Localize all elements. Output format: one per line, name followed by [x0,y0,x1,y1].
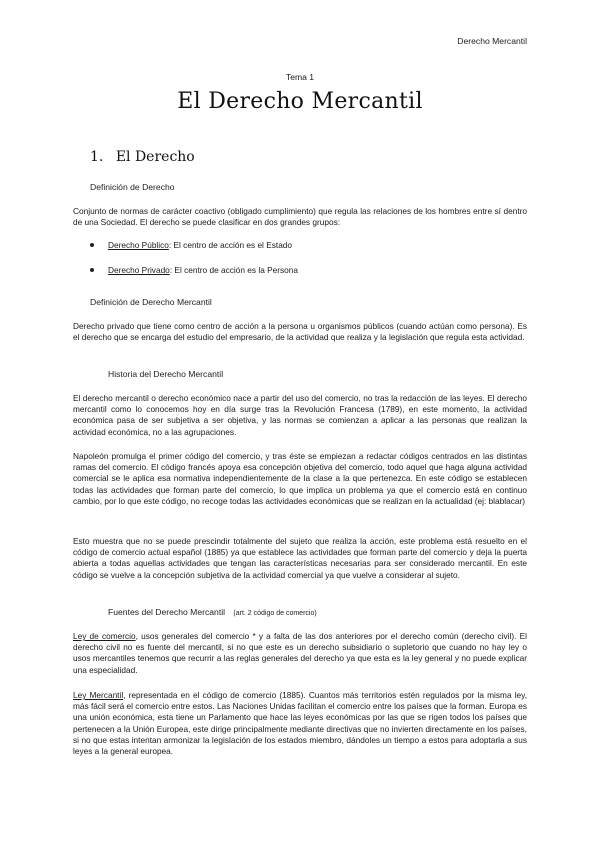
fuentes-title: Fuentes del Derecho Mercantil [108,607,226,617]
subheading-definicion-derecho: Definición de Derecho [90,182,175,192]
list-item-text: : El centro de acción es la Persona [169,265,299,275]
ley-mercantil-term: Ley Mercantil [73,690,124,700]
bullet-icon [90,243,94,247]
ley-comercio-term: Ley de comercio [73,631,136,641]
subheading-historia: Historia del Derecho Mercantil [108,369,224,379]
running-header: Derecho Mercantil [457,36,527,46]
section-number: 1. [90,149,104,165]
paragraph-definicion-derecho: Conjunto de normas de carácter coactivo (obligado cumplimiento) que regula las relaciones de los hombres entre sí dentro de una Sociedad. El derecho se puede clasificar en dos grandes grupos: [73,206,527,228]
list-item [90,265,298,276]
list-item [90,240,298,251]
ley-comercio-text: , usos generales del comercio * y a falta de las dos anteriores por el derecho común (derecho civil). El derecho civil no es fuente del mercantil, si no que este es un derecho subsidiario o supletorio que cuando no hay ley o usos mercantiles tenemos que recurrir a las reglas generales del derecho ya que esta es la ley general y no puede explicar una especialidad. [73,631,527,675]
list-item-text: : El centro de acción es el Estado [168,240,293,250]
list-item-term: Derecho Público [108,240,169,250]
tema-label: Tema 1 [285,72,315,82]
subheading-definicion-mercantil: Definición de Derecho Mercantil [90,297,212,307]
document-title: El Derecho Mercantil [177,89,423,114]
bullet-icon [90,268,94,272]
paragraph-ley-mercantil [73,690,527,757]
ley-mercantil-text: , representada en el código de comercio (1885). Cuantos más territorios estén regulados por la misma ley, más fácil será el comercio entre estos. Las Naciones Unidas facilitan el comercio entre los países que la forman. Europa es una unión económica, esta tiene un Parlamento que hace las leyes económicas por las que se rigen todos los países que pertenecen a la Unión Europea, este dirige principalmente mediante directivas que no invierten directamente en los países, si no que estas intentan armonizar la legislación de los estados miembro, dándoles un tiempo a estos para adoptarla a sus leyes a la general europea. [73,690,527,757]
section-heading [90,149,195,165]
paragraph-definicion-mercantil: Derecho privado que tiene como centro de acción a la persona u organismos públicos (cuando actúan como persona). Es el derecho que se encarga del estudio del empresario, de la actividad que realiza y la legislación que regula esta actividad. [73,321,527,343]
fuentes-note: (art. 2 código de comercio) [233,610,317,617]
paragraph-historia-1: El derecho mercantil o derecho económico nace a partir del uso del comercio, no tras la redacción de las leyes. El derecho mercantil como lo conocemos hoy en día surge tras la Revolución Francesa (1789), en este momento, la actividad económica pasa de ser subjetiva a ser objetiva, y las normas se comienzan a aplicar a las personas que realizan la actividad económica, no a las agrupaciones. [73,393,527,437]
subheading-fuentes [108,607,317,617]
section-title-text: El Derecho [115,149,195,165]
paragraph-historia-3: Esto muestra que no se puede prescindir totalmente del sujeto que realiza la acción, este problema está resuelto en el código de comercio actual español (1885) ya que establece las actividades que forman parte del comercio y deja la puerta abierta a todas aquellas actividades que tengan las características necesarias para ser considerado mercantil. En este código se vuelve a la concepción subjetiva de la actividad comercial ya que vuelve a considerar al sujeto. [73,536,527,580]
derecho-types-list [90,240,298,290]
paragraph-historia-2: Napoleón promulga el primer código del comercio, y tras éste se empiezan a redactar códigos centrados en las distintas ramas del comercio. El código francés apoya esa concepción objetiva del comercio, todo aquel que haga alguna actividad comercial se le aplica esa normativa independientemente de la clase a la que pertenezca. En este código se establecen todas las actividades que forman parte del comercio, lo que implica un problema ya que el comercio está en continuo cambio, por lo que este código, no recoge todas las actividades económicas que se realizan en la actualidad (ej: blablacar) [73,451,527,506]
list-item-term: Derecho Privado [108,265,170,275]
paragraph-ley-comercio [73,631,527,676]
